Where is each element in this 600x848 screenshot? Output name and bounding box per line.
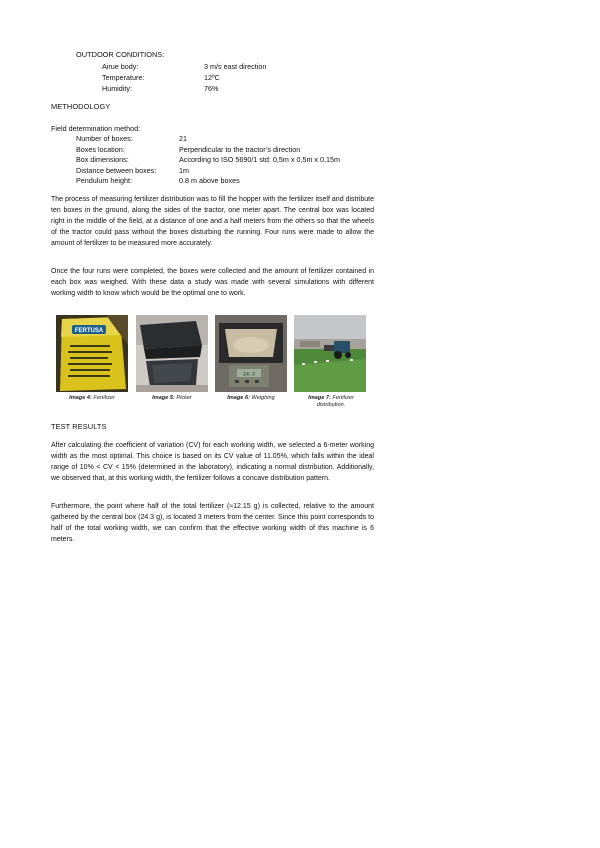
figure-caption-text: Weighing <box>251 395 275 401</box>
methodology-paragraph-1: The process of measuring fertilizer distribution was to fill the hopper with the fertilizer itself and distribute ten boxes in the ground, along the sides of the tractor, one meter apart. The central box was located right in the middle of the field, at a distance of one and a half meters from the others so that the wheels of the tractor could pass without the boxes disturbing the running. Four runs were made to allow the amount of fertilizer to be measured more accurately. <box>51 196 374 248</box>
figure-caption <box>56 395 128 402</box>
outdoor-value: 12ºC <box>204 73 220 82</box>
method-value: According to ISO 5690/1 std: 0,5m x 0,5m x 0,15m <box>179 155 340 164</box>
figure-fertilizer <box>56 315 128 402</box>
figure-caption <box>294 395 368 409</box>
figure-number: Image 4: <box>69 395 92 401</box>
method-label: Number of boxes: <box>76 134 133 143</box>
svg-text:FERTUSA: FERTUSA <box>74 328 104 334</box>
method-value: 0.8 m above boxes <box>179 176 240 185</box>
method-label: Distance between boxes: <box>76 165 157 175</box>
methodology-heading: METHODOLOGY <box>51 102 111 111</box>
figure-number: Image 7: <box>308 395 331 401</box>
method-value: 1m <box>179 165 189 175</box>
figure-caption <box>136 395 208 402</box>
figure-caption-text: Fertilizer distribution. <box>316 395 354 408</box>
outdoor-conditions-list <box>102 62 362 94</box>
methodology-paragraph-2: Once the four runs were completed, the boxes were collected and the amount of fertilizer contained in each box was weighed. With these data a study was made with several simulations with different working width to know which would be the optimal one to work. <box>51 268 374 298</box>
svg-text:24.3: 24.3 <box>242 371 256 378</box>
outdoor-value: 76% <box>204 84 219 93</box>
figure-picker <box>136 315 208 402</box>
weighing-photo <box>215 315 287 392</box>
method-label: Boxes location: <box>76 144 125 154</box>
figure-caption <box>215 395 287 402</box>
outdoor-label: Temperature: <box>102 73 145 82</box>
results-paragraph-1: After calculating the coefficient of variation (CV) for each working width, we selected a 6-meter working width as the most optimal. This choice is based on its CV value of 11.05%, which falls within the ideal range of 10% < CV < 15% (determined in the laboratory), indicating a normal distribution. Additionally, we observed that, at this working width, the fertilizer follows a concave distribution pattern. <box>51 442 374 483</box>
method-label: Pendulum height: <box>76 176 132 185</box>
test-results-heading: TEST RESULTS <box>51 422 107 431</box>
figure-row <box>56 315 368 415</box>
results-paragraph-2: Furthermore, the point where half of the total fertilizer (≈12.15 g) is collected, relative to the amount gathered by the central box (24.3 g), is located 3 meters from the center. Since this point corresponds to half of the total working width, we can confirm that the effective working width of this machine is 6 meters. <box>51 503 374 544</box>
outdoor-label: Airue body: <box>102 62 139 71</box>
figure-weighing <box>215 315 287 402</box>
outdoor-conditions-title: OUTDOOR CONDITIONS: <box>76 50 165 59</box>
outdoor-label: Humidity: <box>102 84 132 93</box>
method-value: 21 <box>179 134 187 143</box>
methodology-list <box>76 134 376 189</box>
method-value: Perpendicular to the tractor’s direction <box>179 144 301 154</box>
outdoor-value: 3 m/s east direction <box>204 62 267 71</box>
fertilizer-bag-photo <box>56 315 128 392</box>
figure-caption-text: Picker <box>176 395 192 401</box>
figure-distribution <box>294 315 368 409</box>
figure-number: Image 5: <box>152 395 175 401</box>
method-label: Box dimensions: <box>76 155 129 164</box>
picker-box-photo <box>136 315 208 392</box>
figure-number: Image 6: <box>227 395 250 401</box>
field-method-text: Field determination method: <box>51 124 141 133</box>
field-distribution-photo <box>294 315 366 392</box>
figure-caption-text: Fertilizer <box>93 395 115 401</box>
